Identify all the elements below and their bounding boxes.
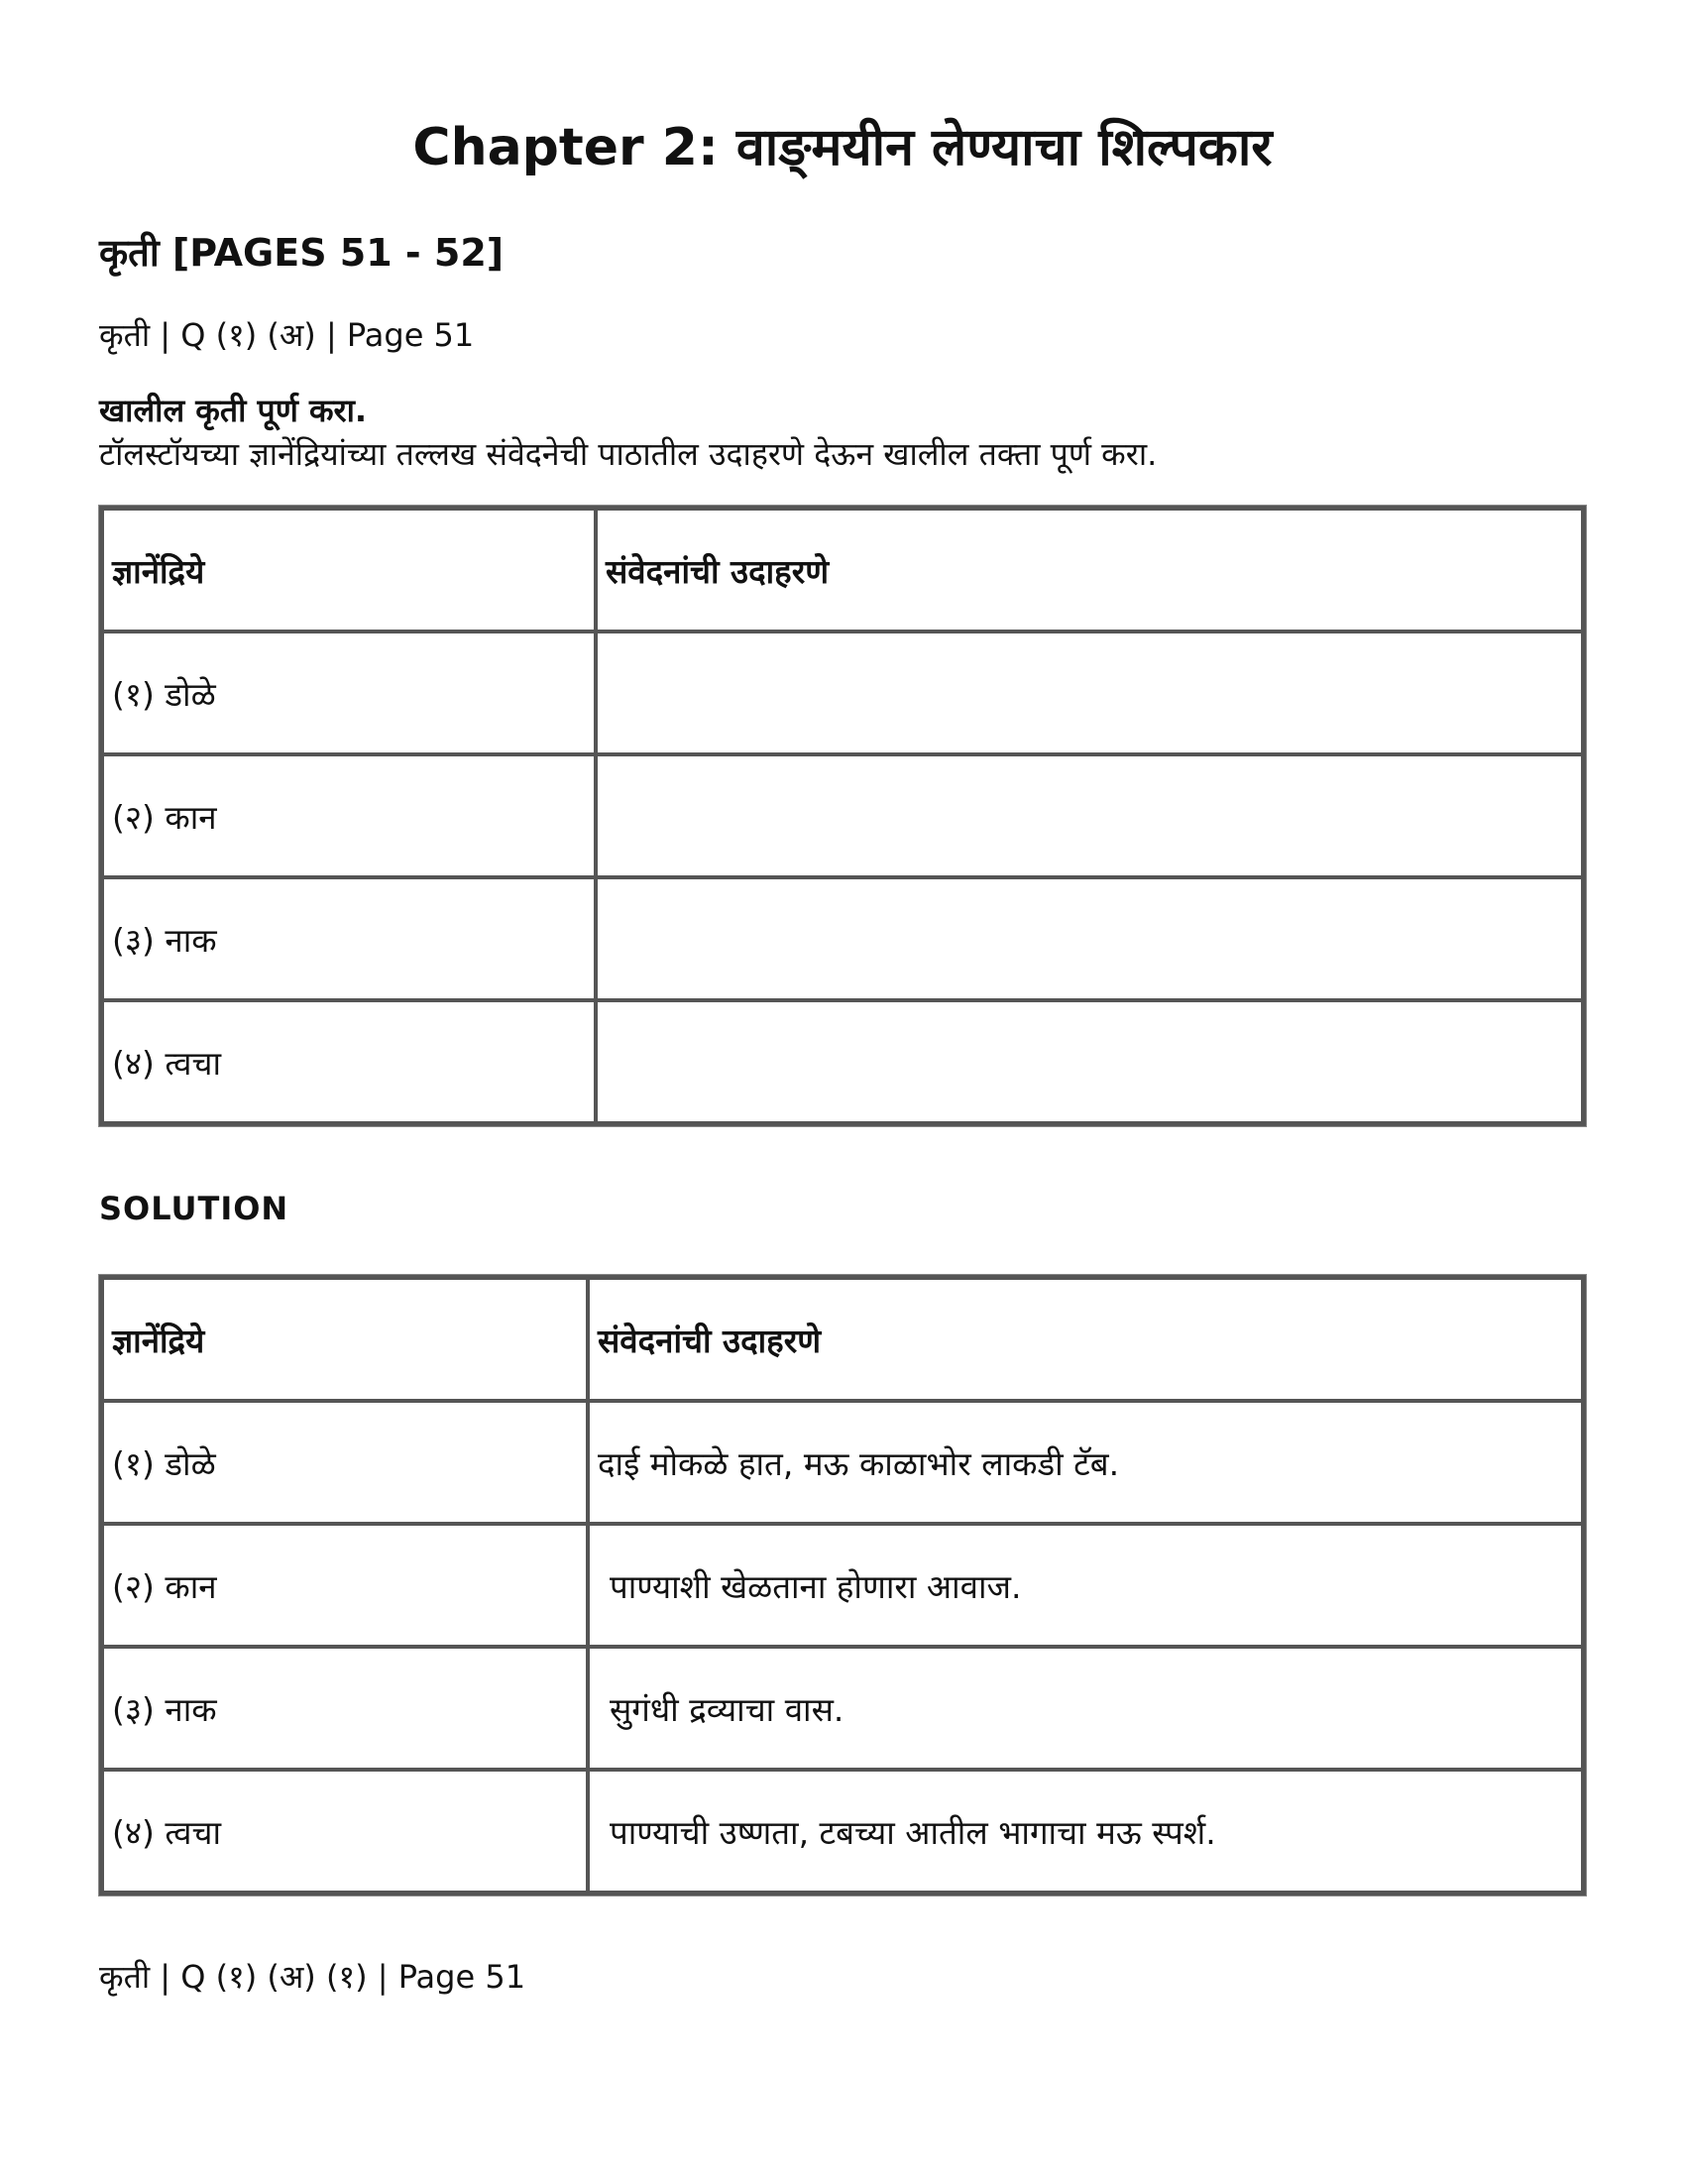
table-cell: (३) नाक (102, 877, 596, 1000)
instruction-text: टॉलस्टॉयच्या ज्ञानेंद्रियांच्या तल्लख संवेदनेची पाठातील उदाहरणे देऊन खालील तक्ता पूर्ण करा. (99, 435, 1158, 473)
table-row (102, 1770, 1583, 1893)
table-cell: (३) नाक (102, 1647, 588, 1770)
solution-table (99, 1275, 1586, 1896)
instruction-heading: खालील कृती पूर्ण करा. (99, 392, 368, 429)
table-cell: (१) डोळे (102, 632, 596, 754)
table-row (102, 1000, 1583, 1123)
page-title: Chapter 2: वाङ्‌मयीन लेण्याचा शिल्पकार (412, 118, 1273, 177)
table-cell-empty (596, 632, 1583, 754)
table-cell: (४) त्वचा (102, 1000, 596, 1123)
table-header-row (102, 1278, 1583, 1401)
table-cell: (१) डोळे (102, 1401, 588, 1524)
question-table (99, 506, 1586, 1126)
table-row (102, 754, 1583, 877)
table-row (102, 1524, 1583, 1647)
table-cell: सुगंधी द्रव्याचा वास. (588, 1647, 1583, 1770)
table-cell: पाण्याची उष्णता, टबच्या आतील भागाचा मऊ स्पर्श. (588, 1770, 1583, 1893)
solution-label: SOLUTION (99, 1190, 289, 1227)
table-header-row (102, 509, 1583, 632)
table-cell-empty (596, 1000, 1583, 1123)
question-reference: कृती | Q (१) (अ) | Page 51 (99, 316, 475, 354)
table-cell: दाई मोकळे हात, मऊ काळाभोर लाकडी टॅब. (588, 1401, 1583, 1524)
table-cell-empty (596, 754, 1583, 877)
table-header-cell: ज्ञानेंद्रिये (102, 509, 596, 632)
table-cell-empty (596, 877, 1583, 1000)
next-question-reference: कृती | Q (१) (अ) (१) | Page 51 (99, 1958, 526, 1996)
table-row (102, 877, 1583, 1000)
table-cell: (४) त्वचा (102, 1770, 588, 1893)
section-heading: कृती [PAGES 51 - 52] (99, 231, 505, 275)
table-row (102, 632, 1583, 754)
table-cell: (२) कान (102, 754, 596, 877)
table-header-cell: संवेदनांची उदाहरणे (588, 1278, 1583, 1401)
table-cell: पाण्याशी खेळताना होणारा आवाज. (588, 1524, 1583, 1647)
table-cell: (२) कान (102, 1524, 588, 1647)
table-header-cell: ज्ञानेंद्रिये (102, 1278, 588, 1401)
table-header-cell: संवेदनांची उदाहरणे (596, 509, 1583, 632)
table-row (102, 1401, 1583, 1524)
table-row (102, 1647, 1583, 1770)
